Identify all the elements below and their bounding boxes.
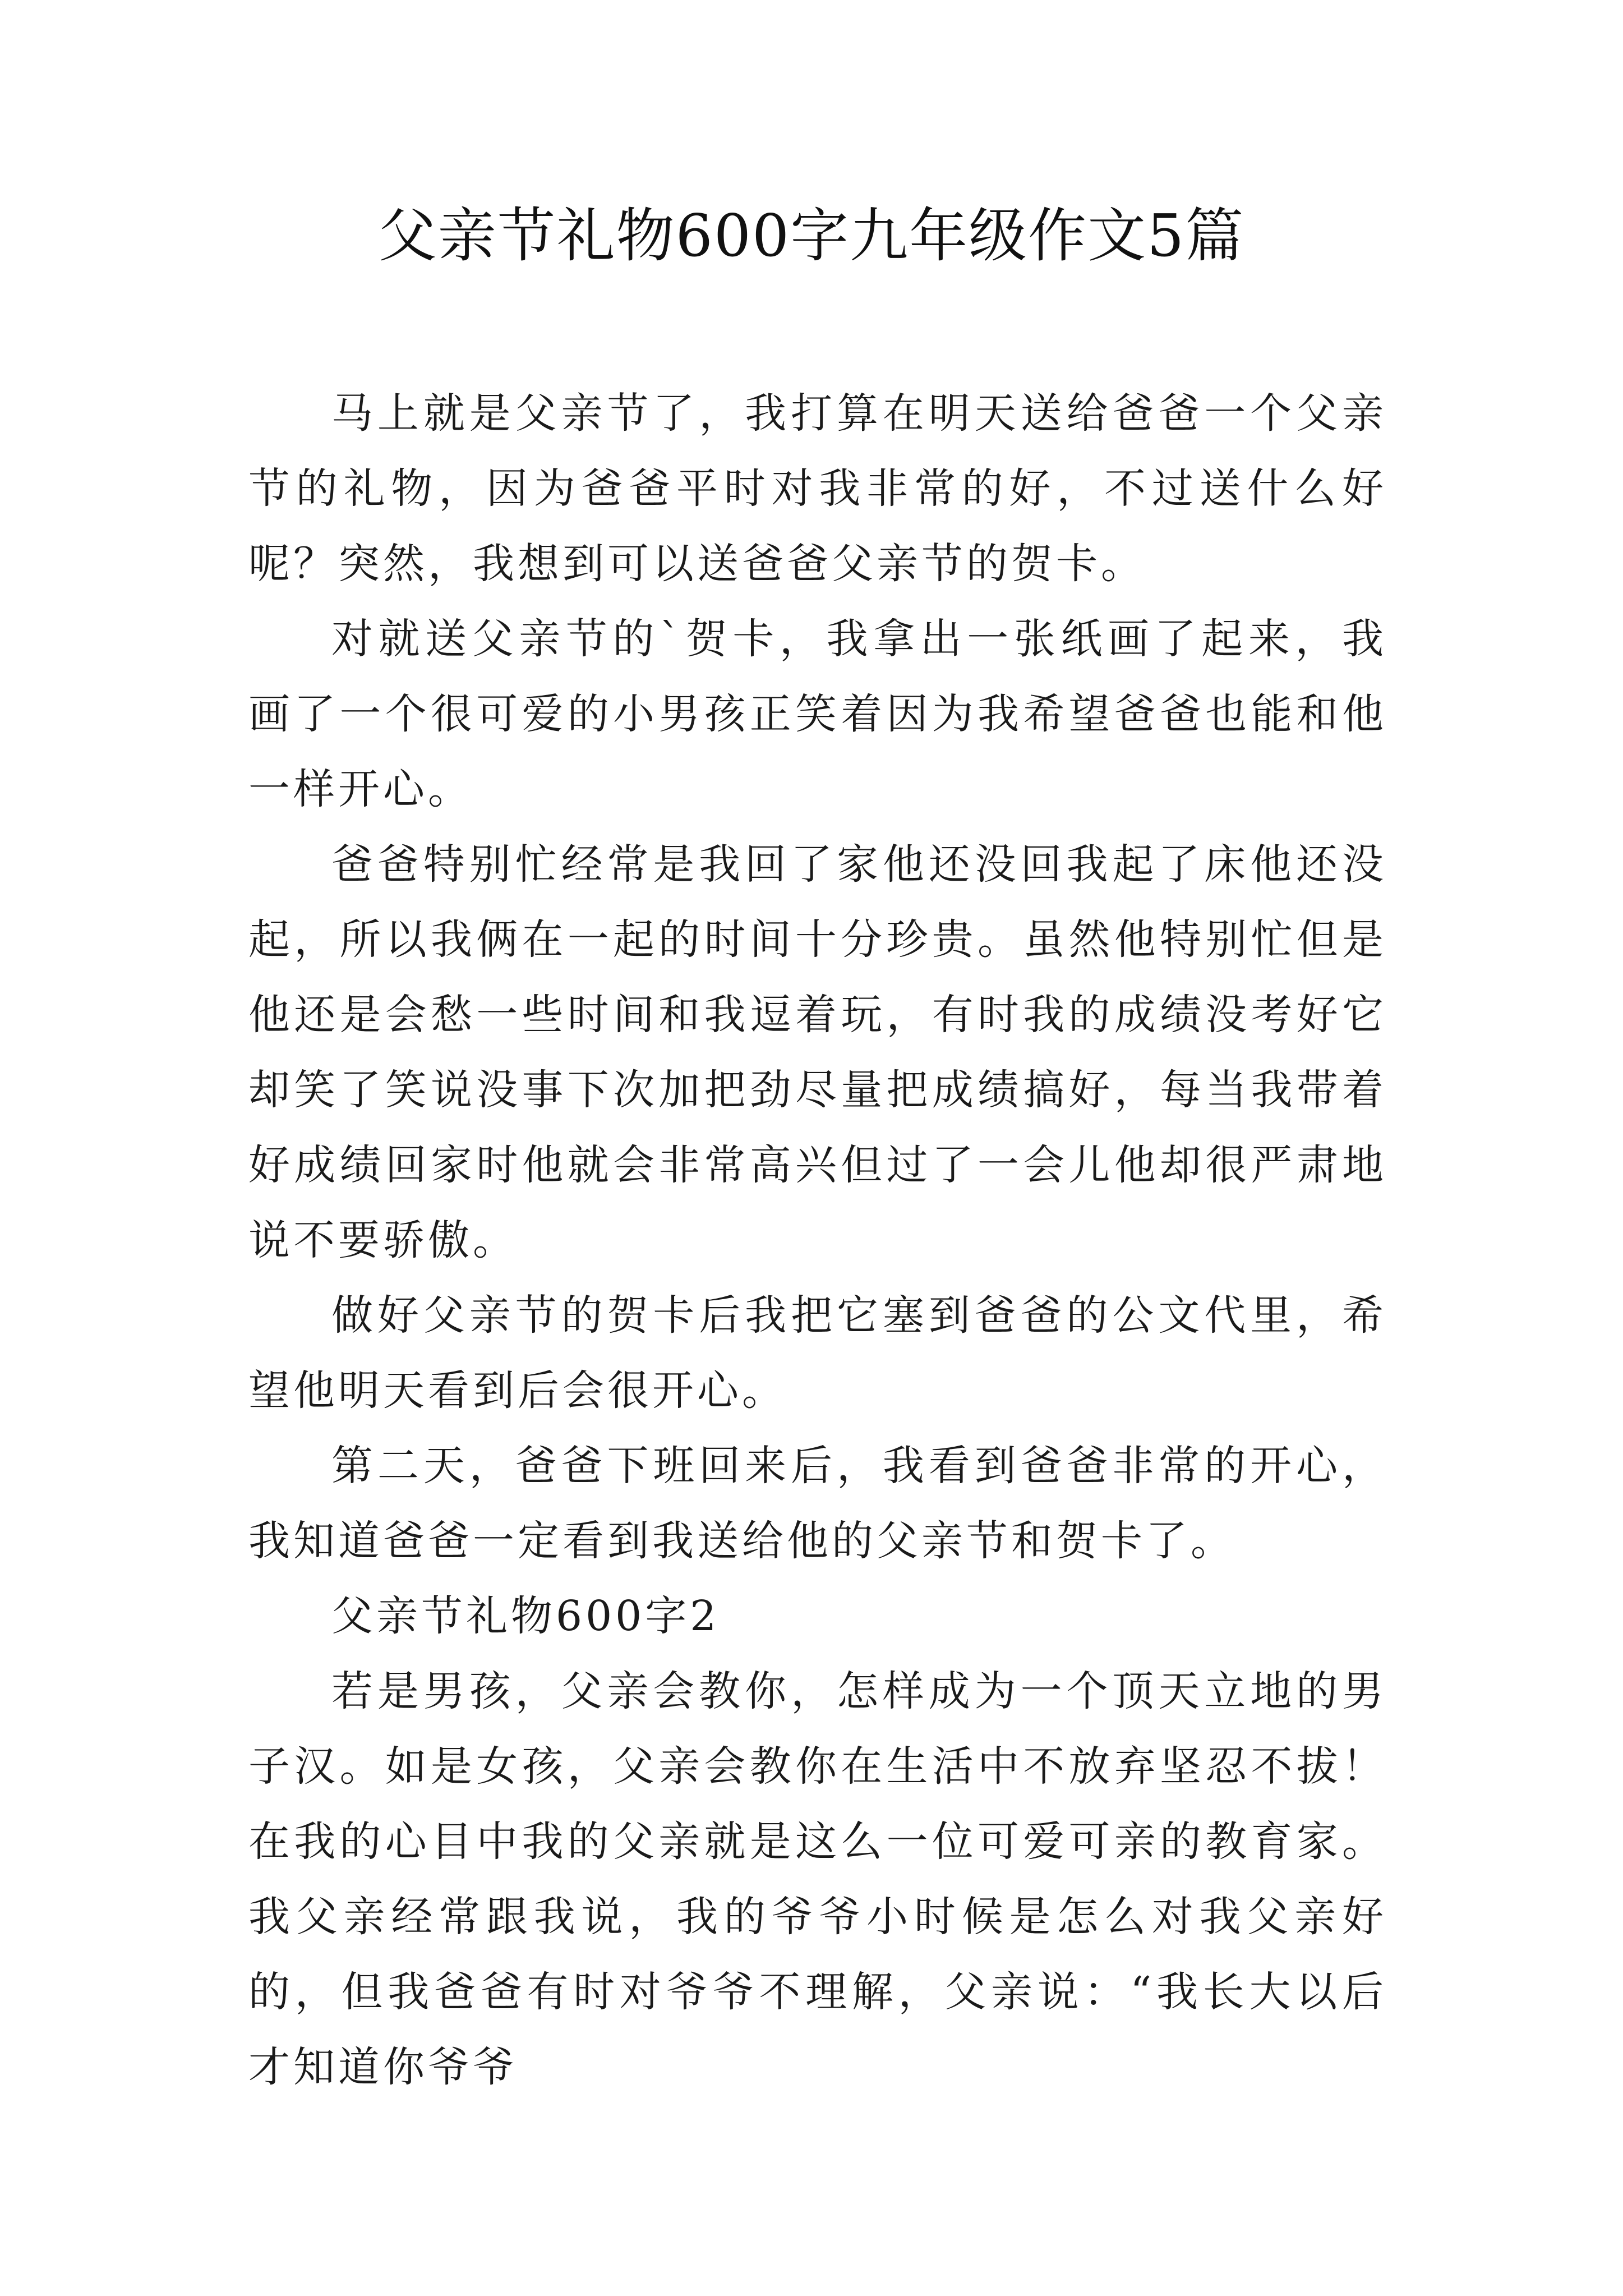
document-body xyxy=(248,376,1387,2105)
document-title: 父亲节礼物600字九年级作文5篇 xyxy=(378,201,1245,270)
paragraph: 对就送父亲节的`贺卡，我拿出一张纸画了起来，我画了一个很可爱的小男孩正笑着因为我希望爸爸也能和他一样开心。 xyxy=(248,615,1387,813)
paragraph: 爸爸特别忙经常是我回了家他还没回我起了床他还没起，所以我俩在一起的时间十分珍贵。虽然他特别忙但是他还是会愁一些时间和我逗着玩，有时我的成绩没考好它却笑了笑说没事下次加把劲尽量把成绩搞好，每当我带着好成绩回家时他就会非常高兴但过了一会儿他却很严肃地说不要骄傲。 xyxy=(248,840,1387,1264)
paragraph: 第二天，爸爸下班回来后，我看到爸爸非常的开心，我知道爸爸一定看到我送给他的父亲节和贺卡了。 xyxy=(248,1442,1387,1565)
paragraph: 马上就是父亲节了，我打算在明天送给爸爸一个父亲节的礼物，因为爸爸平时对我非常的好，不过送什么好呢？突然，我想到可以送爸爸父亲节的贺卡。 xyxy=(248,389,1387,588)
paragraph: 若是男孩，父亲会教你，怎样成为一个顶天立地的男子汉。如是女孩，父亲会教你在生活中不放弃坚忍不拔！在我的心目中我的父亲就是这么一位可爱可亲的教育家。我父亲经常跟我说，我的爷爷小时候是怎么对我父亲好的，但我爸爸有时对爷爷不理解，父亲说：“我长大以后才知道你爷爷 xyxy=(248,1667,1387,2091)
paragraph: 做好父亲节的贺卡后我把它塞到爸爸的公文代里，希望他明天看到后会很开心。 xyxy=(248,1291,1387,1415)
section-heading: 父亲节礼物600字2 xyxy=(331,1592,720,1640)
